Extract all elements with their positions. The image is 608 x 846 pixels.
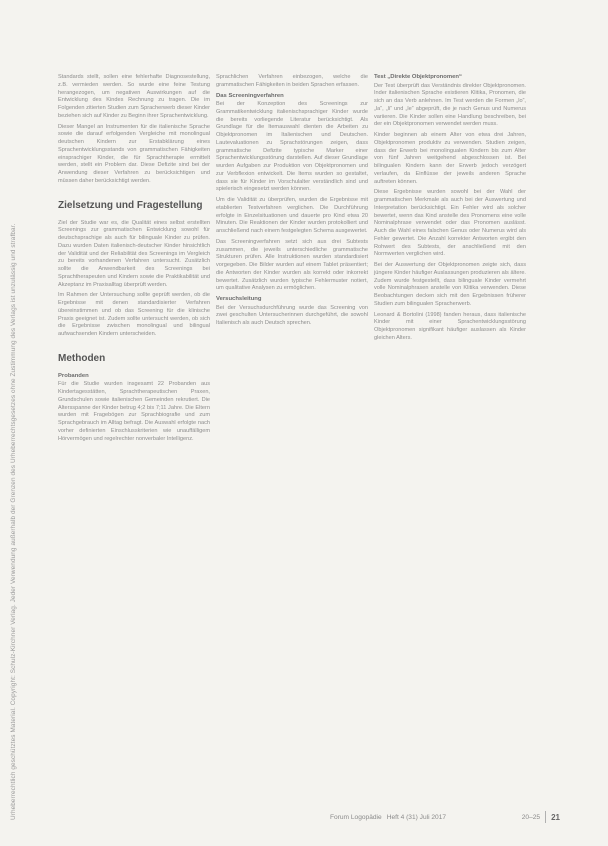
journal-name: Forum Logopädie [330,813,382,821]
footer-divider [545,811,546,823]
paragraph: Standards stellt, sollen eine fehlerhafte Diagnosestellung, z.B. vermieden werden. So wurde eine feine Testung herangezogen, um negativen Auswirkungen auf die Entwicklung des Kindes Rechnung zu tragen. Die im Folgenden zitierten Studien zum Spracherwerb dieser Kinder beziehen sich auf Kinder zu Beginn ihrer Sprachentwicklung. [58,74,210,119]
page-number: 21 [551,812,560,822]
issue-info: Heft 4 (31) Juli 2017 [386,813,447,821]
paragraph: Bei der Auswertung der Objektpronomen zeigte sich, dass jüngere Kinder häufiger Auslassungen produzieren als ältere. Zudem wurde festgestellt, dass bilinguale Kinder vermehrt volle Nominalphrasen anstelle von Klitika verwenden. Diese Beobachtungen decken sich mit den Ergebnissen früherer Studien zum bilingualen Spracherwerb. [374,262,526,307]
page-footer [330,810,560,824]
copyright-notice: Urheberrechtlich geschütztes Material. Copyright: Schulz-Kirchner Verlag. Jeder Verwendung außerhalb der Grenzen des Urheberrechtsgesetzes ohne Zustimmung des Verlags ist unzulässig und strafbar. [10,223,17,820]
paragraph: Das Screeningverfahren setzt sich aus drei Subtests zusammen, die jeweils unterschiedliche grammatische Strukturen prüfen. Alle Instruktionen wurden standardisiert vorgegeben. Die Bilder wurden auf einem Tablet präsentiert; die Antworten der Kinder wurden als korrekt oder inkorrekt bewertet. Zusätzlich wurden typische Fehlermuster notiert, um qualitative Analysen zu ermöglichen. [216,238,368,292]
subheading-versuchsleitung: Versuchsleitung [216,296,262,303]
column-3 [374,74,526,346]
subheading-test-objektpronomen: Test „Direkte Objektpronomen“ [374,74,462,80]
page-range: 20–25 [521,813,541,821]
paragraph: Bei der Konzeption des Screenings zur Grammatikentwicklung italienischsprachiger Kinder wurde die bereits vorliegende Literatur berücksichtigt. Als Grundlage für die Itemauswahl dienten die Arbeiten zu Objektpronomen im Italienischen und Deutschen. Lautevaluationen zu Sprachstörungen zeigen, dass grammatische Defizite typische Marker einer Sprachentwicklungsstörung darstellen. Auf dieser Grundlage wurden Aufgaben zur Produktion von Objektpronomen und zur Verbflexion entwickelt. Die Items wurden so gestaltet, dass sie für Kinder im Vorschulalter verständlich sind und spielerisch eingesetzt werden können. [216,101,368,193]
paragraph: Im Rahmen der Untersuchung sollte geprüft werden, ob die Ergebnisse mit denen standardisierter Verfahren übereinstimmen und ob das Screening für die klinische Praxis geeignet ist. Zudem sollte untersucht werden, ob sich die Ergebnisse zwischen monolingual und bilingual aufwachsenden Kindern unterscheiden. [58,292,210,337]
column-1 [58,74,210,446]
paragraph: Für die Studie wurden insgesamt 22 Probanden aus Kindertagesstätten, Sprachtherapeutischen Praxen, Grundschulen sowie italienischen Gemeinden rekrutiert. Die Altersspanne der Kinder betrug 4;2 bis 7;11 Jahre. Die Eltern wurden mit Fragebögen zur Sprachbiografie und zum Sprachgebrauch im Alltag befragt. Die Auswahl erfolgte nach vorher definierten Einschlusskriterien wie unauffälligem Hörvermögen und regelrechter nonverbaler Intelligenz. [58,381,210,442]
paragraph: Der Test überprüft das Verständnis direkter Objektpronomen. Inder italienischen Sprache existieren Klitika, Pronomen, die sich an das Verb anlehnen. Im Test werden die Formen „lo“, „la“, „li“ und „le“ abgeprüft, die je nach Genus und Numerus variieren. Die Kinder sollen eine Handlung beschreiben, bei der ein Objektpronomen verwendet werden muss. [374,82,526,128]
section-heading-zielsetzung: Zielsetzung und Fragestellung [58,199,203,211]
paragraph: Um die Validität zu überprüfen, wurden die Ergebnisse mit etablierten Testverfahren verglichen. Die Durchführung erfolgte in Einzelsituationen und dauerte pro Kind etwa 20 Minuten. Die Reaktionen der Kinder wurden protokolliert und anschließend nach einem festgelegten Schema ausgewertet. [216,197,368,235]
paragraph: Kinder beginnen ab einem Alter von etwa drei Jahren, Objektpronomen produktiv zu verwenden. Studien zeigen, dass der Erwerb bei monolingualen Kindern bis zum Alter von fünf Jahren weitgehend abgeschlossen ist. Bei bilingualen Kindern kann der Erwerb jedoch verzögert verlaufen, da Einflüsse der jeweils anderen Sprache auftreten können. [374,132,526,185]
subheading-probanden: Probanden [58,372,89,379]
column-2 [216,74,368,331]
subheading-screeningverfahren: Das Screeningverfahren [216,92,284,99]
section-heading-methoden: Methoden [58,352,106,364]
paragraph: Bei der Versuchsdurchführung wurde das Screening von zwei geschulten Untersucherinnen durchgeführt, die sowohl Italienisch als auch Deutsch sprechen. [216,304,368,327]
paragraph: Sprachlichen Verfahren einbezogen, welche die grammatischen Fähigkeiten in beiden Sprachen erfassen. [216,74,368,88]
paragraph: Dieser Mangel an Instrumenten für die italienische Sprache sowie die darauf erfolgenden Vergleiche mit monolingual deutschen Kindern zur Erstabklärung eines Sprachentwicklungsstands von grammatischen Fähigkeiten einsprachiger Kinder, die für Sprachtherapie ermittelt werden, stellt ein Problem dar. Diese Defizite sind bei der Anwendung dieser Verfahren zu berücksichtigen und müssen daher berücksichtigt werden. [58,123,210,184]
paragraph: Diese Ergebnisse wurden sowohl bei der Wahl der grammatischen Merkmale als auch bei der Auswertung und Interpretation berücksichtigt. Ein Fehler wird als solcher bewertet, wenn das Kind anstelle des Pronomens eine volle Nominalphrase verwendet oder das Pronomen auslässt. Auch die Wahl eines falschen Genus oder Numerus wird als Fehler gewertet. Die Anzahl korrekter Antworten ergibt den Rohwert des Subtests, der anschließend mit den Normwerten verglichen wird. [374,189,526,258]
paragraph: Leonard & Bortolini (1998) fanden heraus, dass italienische Kinder mit einer Sprachentwicklungsstörung Objektpronomen signifikant häufiger auslassen als Kinder gleichen Alters. [374,311,526,341]
footer-right [522,811,560,823]
paragraph: Ziel der Studie war es, die Qualität eines selbst erstellten Screenings zur grammatischen Entwicklung sowohl für deutschsprachige als auch für bilinguale Kinder zu prüfen. Dazu wurden Daten italienisch-deutscher Kinder hinsichtlich der Validität und der Reliabilität des Screenings im Vergleich zu bereits vorhandenen Verfahren untersucht. Zusätzlich sollte die Anwendbarkeit des Screenings bei Sprachtherapeuten und Kindern sowie die Praktikabilität und Akzeptanz im Praxisalltag überprüft werden. [58,219,210,288]
